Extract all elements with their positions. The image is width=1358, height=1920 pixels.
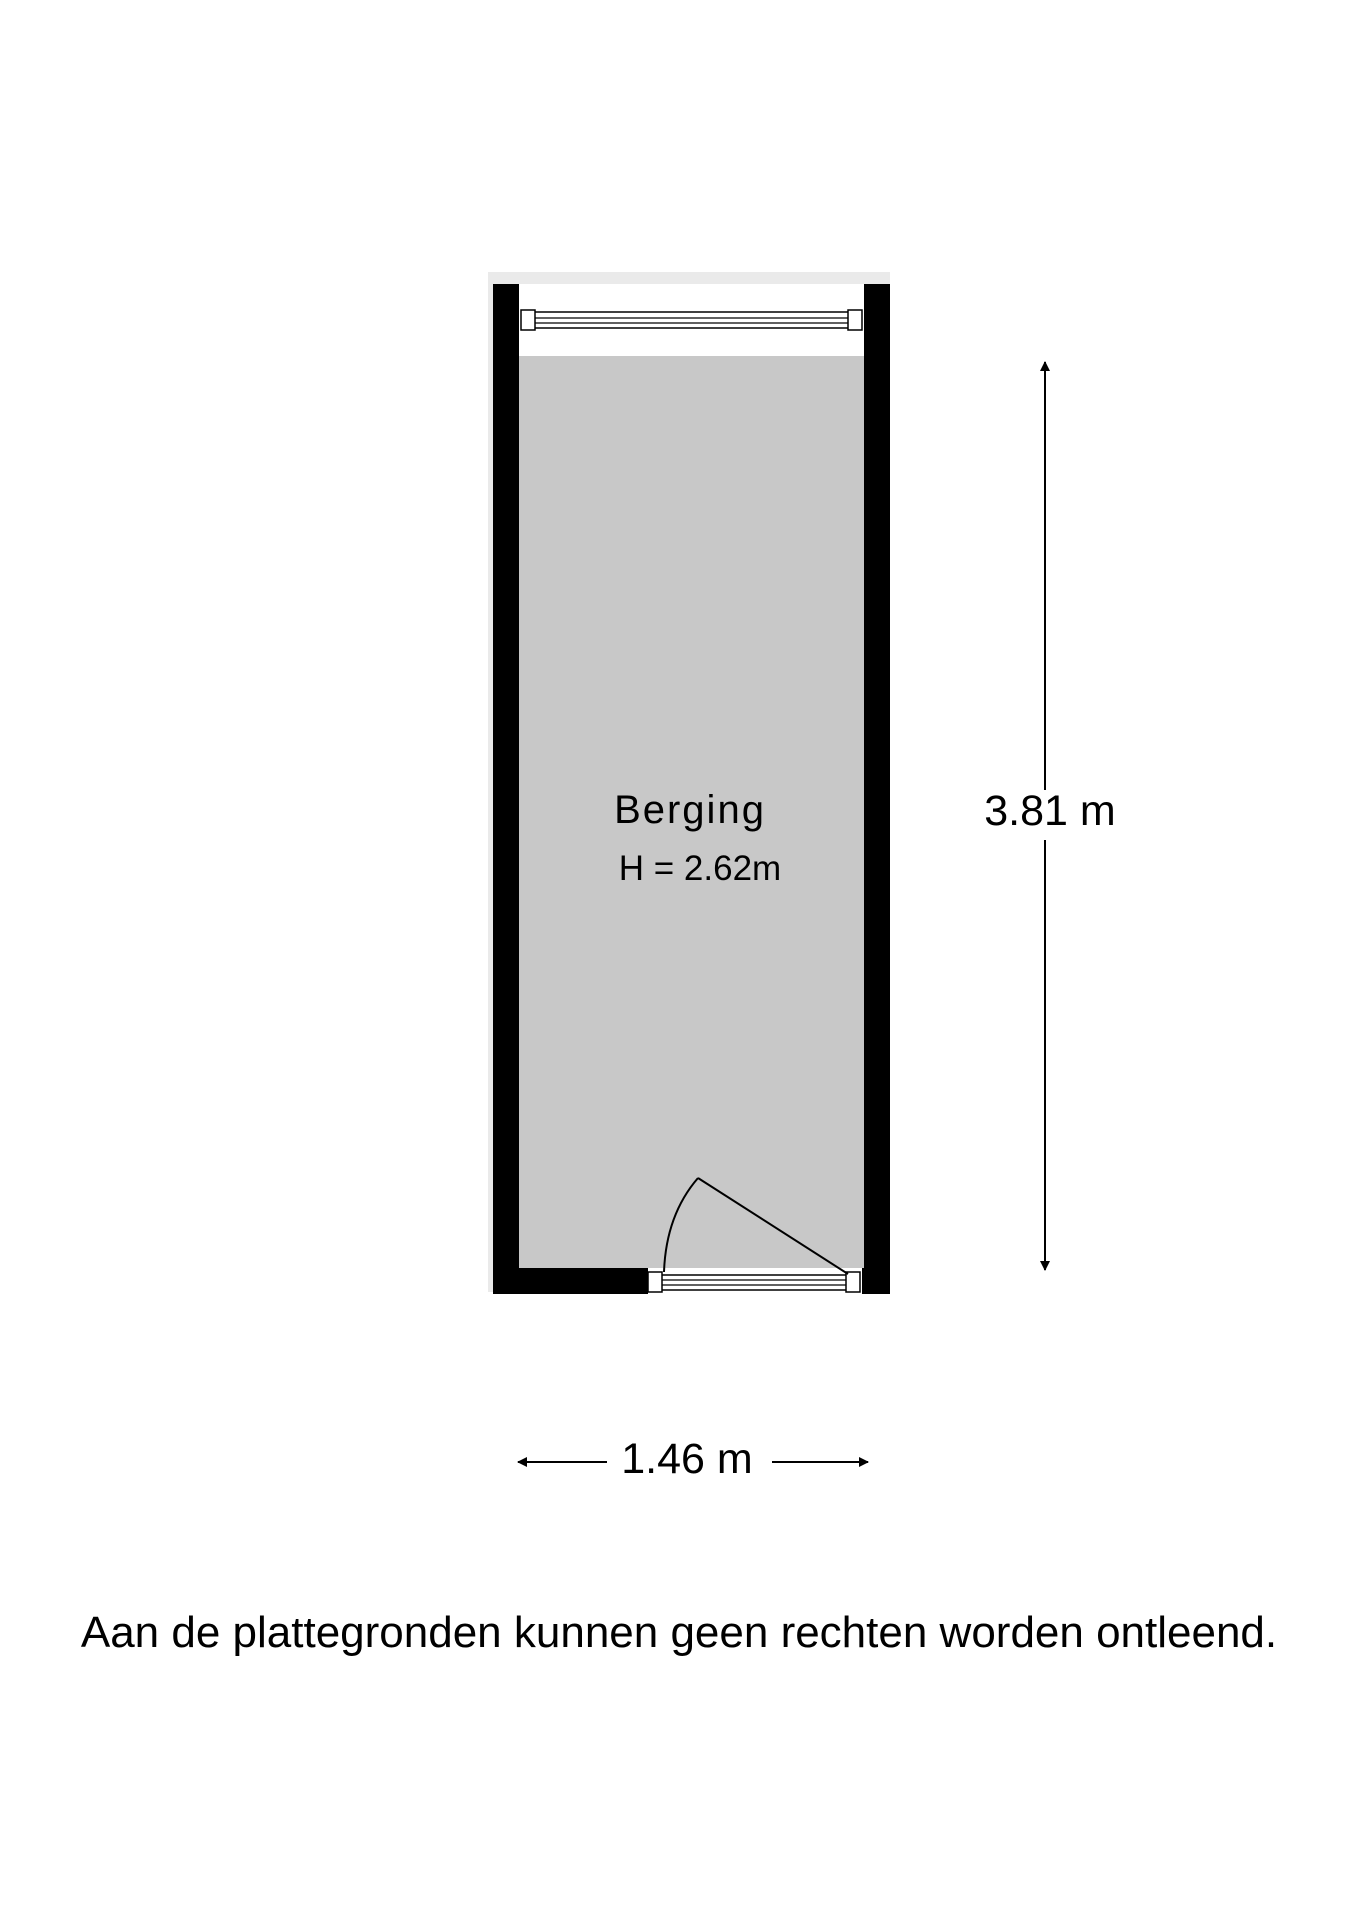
room-name-label: Berging — [614, 788, 766, 832]
wall-bottom-right-stub — [862, 1268, 890, 1294]
wall-right — [864, 284, 890, 1294]
disclaimer-text: Aan de plattegronden kunnen geen rechten worden ontleend. — [80, 1608, 1278, 1657]
window-top — [519, 284, 864, 356]
wall-bottom — [493, 1268, 648, 1294]
dimension-length-label: 3.81 m — [960, 790, 1140, 833]
room-height-label: H = 2.62m — [618, 849, 782, 888]
wall-left — [493, 284, 519, 1294]
dimension-width-label: 1.46 m — [607, 1438, 767, 1481]
